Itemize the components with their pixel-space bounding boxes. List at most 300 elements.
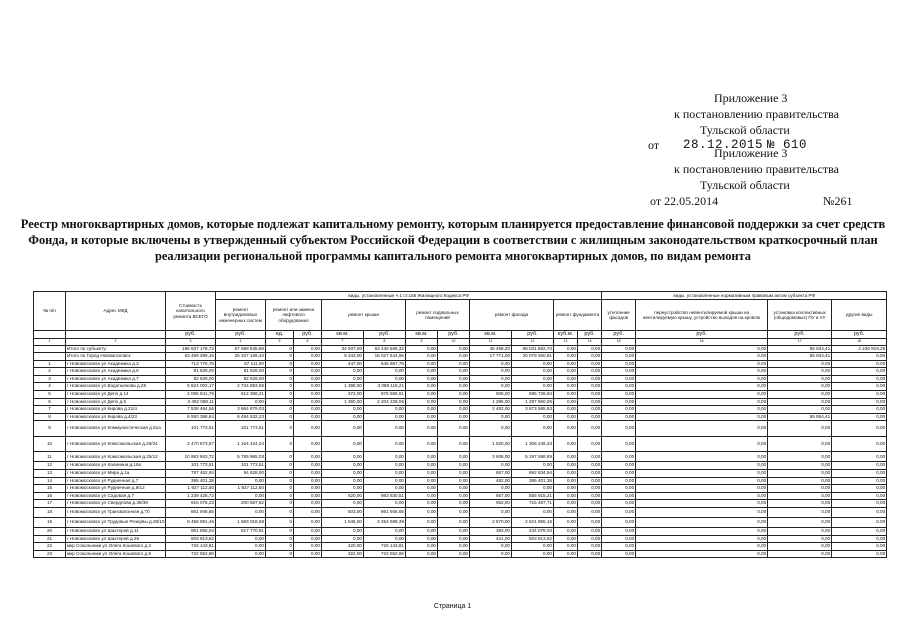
group-regional-header: виды, установленные нормативным правовым актом субъекта РФ [602,292,887,300]
cell-addr: г Новомосковск ул Мира д.1а [66,470,166,478]
cell-rm2: 1 398,00 [322,383,364,391]
cell-oth: 0,00 [832,421,887,437]
cell-le: 0 [266,360,294,368]
cell-sys: 81 629,00 [216,368,266,376]
column-number-cell: 1 [34,339,66,346]
cell-sys: 67 068 635,58 [216,345,266,353]
cell-cost: 81 629,00 [166,368,216,376]
column-number-cell: 7 [322,339,364,346]
column-number-cell: 15 [602,339,636,346]
cell-n: 7 [34,406,66,414]
cell-addr: мкр Сокольники ул Олега Кошевого д.2 [66,543,166,551]
cell-met: 0,00 [768,550,832,558]
cell-bm2: 0,00 [406,406,438,414]
cell-fdr: 0,00 [578,528,602,536]
cell-ins: 0,00 [602,398,636,406]
date-prefix: от [648,138,660,152]
cell-fr: 5 197 598,69 [512,452,554,462]
unit-cell: руб. [438,331,470,339]
cell-sys: 101 773,51 [216,421,266,437]
cell-n: 2 [34,368,66,376]
cell-le: 0 [266,477,294,485]
table-row [34,383,887,391]
cell-n: 15 [34,485,66,493]
cell-bm2: 0,00 [406,470,438,478]
cell-ins: 0,00 [602,550,636,558]
cell-fdm3: 0,00 [554,485,578,493]
cell-bm2: 0,00 [406,535,438,543]
cell-rm2: 0,00 [322,375,364,383]
cell-oth: 0,00 [832,462,887,470]
cell-oth: 0,00 [832,528,887,536]
resolution-label: к постановлению правительства [674,107,839,121]
cell-fdr: 0,00 [578,345,602,353]
cell-met: 0,00 [768,462,832,470]
column-number-cell: 2 [66,339,166,346]
region-label: Тульской области [700,178,790,192]
cell-le: 0 [266,436,294,452]
cell-addr: г Новомосковск ул Коммунистическая д.51а [66,421,166,437]
cell-addr: мкр Сокольники ул Олега Кошевого д.5 [66,550,166,558]
cell-br: 0,00 [438,452,470,462]
table-row [34,470,887,478]
cell-n: 17 [34,500,66,508]
column-number-cell: 9 [406,339,438,346]
col-no-header: № п/п [34,292,66,331]
cell-bm2: 0,00 [406,492,438,500]
cell-rm2: 0,00 [322,368,364,376]
cell-rr: 0,00 [364,477,406,485]
cell-addr: г Новомосковск ул Комсомольская д.25/12 [66,452,166,462]
cell-fr: 395 401,38 [512,477,554,485]
cell-sys: 0,00 [216,550,266,558]
cell-ins: 0,00 [602,353,636,361]
column-number-cell: 10 [438,339,470,346]
cell-rec: 0,00 [636,518,768,528]
cell-cost: 726 143,81 [166,543,216,551]
cell-addr: г Новомосковск ул Трудовые Резервы д.28/10 [66,518,166,528]
cell-lr: 0,00 [294,470,322,478]
cell-fm2: 0,00 [470,413,512,421]
cell-fdr: 0,00 [578,508,602,518]
cell-le: 0 [266,470,294,478]
cell-ins: 0,00 [602,500,636,508]
cell-sys: 0,00 [216,508,266,518]
unit-cell: кв.м. [322,331,364,339]
resolution-date: 28.12.2015 [683,138,764,152]
cell-fdr: 0,00 [578,492,602,500]
cell-oth: 0,00 [832,492,887,500]
cell-n: 13 [34,470,66,478]
cell-rec: 0,00 [636,452,768,462]
cell-ins: 0,00 [602,368,636,376]
cell-sys: 612 368,21 [216,391,266,399]
cell-ins: 0,00 [602,375,636,383]
cell-rec: 0,00 [636,470,768,478]
cell-cost: 5 824 002,17 [166,383,216,391]
cell-n: 3 [34,375,66,383]
unit-cell: кв.м. [470,331,512,339]
cell-cost: 1 239 425,72 [166,492,216,500]
cell-fdr: 0,00 [578,500,602,508]
cell-ins: 0,00 [602,391,636,399]
cell-n: 9 [34,421,66,437]
cell-br: 0,00 [438,518,470,528]
cell-fm2: 0,00 [470,360,512,368]
cell-cost: 713 776,76 [166,360,216,368]
table-row [34,391,887,399]
cell-rr: 63 435 586,32 [364,345,406,353]
cell-br: 0,00 [438,462,470,470]
cell-fm2: 393,00 [470,528,512,536]
cell-le: 0 [266,535,294,543]
cell-fdm3: 0,00 [554,500,578,508]
cell-lr: 0,00 [294,375,322,383]
cell-bm2: 0,00 [406,353,438,361]
column-number-cell: 8 [364,339,406,346]
cell-rr: 0,00 [364,462,406,470]
cell-n: 23 [34,550,66,558]
cell-addr: г Новомосковск ул Калинина д.16а [66,462,166,470]
cell-br: 0,00 [438,543,470,551]
cell-fdm3: 0,00 [554,452,578,462]
cell-rr: 0,00 [364,436,406,452]
resolution-label: к постановлению правительства [674,162,839,176]
cell-bm2: 0,00 [406,518,438,528]
cell-bm2: 0,00 [406,452,438,462]
column-number-cell: 6 [294,339,322,346]
cell-addr: г Новомосковск ул Депо д.5 [66,398,166,406]
resolution-number: № 610 [767,138,808,152]
col-other-header: другие виды [832,300,887,331]
cell-fr: 2 621 965,15 [512,518,554,528]
table-row [34,360,887,368]
cell-br: 0,00 [438,535,470,543]
cell-met: 0,00 [768,470,832,478]
cell-fdm3: 0,00 [554,413,578,421]
cell-lr: 0,00 [294,413,322,421]
cell-rr: 0,00 [364,470,406,478]
cell-fdr: 0,00 [578,462,602,470]
cell-rm2: 503,00 [322,508,364,518]
page-footer: Страница 1 [433,603,472,610]
cell-cost: 916 075,23 [166,500,216,508]
cell-n: 22 [34,543,66,551]
cell-n [34,353,66,361]
cell-fr: 0,00 [512,550,554,558]
cell-rm2: 0,00 [322,462,364,470]
cell-rr: 0,00 [364,485,406,493]
cell-fm2: 0,00 [470,375,512,383]
table-row [34,413,887,421]
cell-fm2: 952,00 [470,500,512,508]
cell-n: 14 [34,477,66,485]
cell-rec: 0,00 [636,375,768,383]
cell-met: 0,00 [768,383,832,391]
cell-rm2: 372,00 [322,391,364,399]
cell-fdm3: 0,00 [554,492,578,500]
cell-fm2: 17 771,00 [470,353,512,361]
cell-fdm3: 0,00 [554,462,578,470]
cell-fdr: 0,00 [578,550,602,558]
cell-n: 19 [34,518,66,528]
cell-fm2: 857,00 [470,470,512,478]
cell-rr: 646 567,76 [364,360,406,368]
cell-met: 0,00 [768,398,832,406]
cell-ins: 0,00 [602,543,636,551]
cell-br: 0,00 [438,406,470,414]
cell-rr: 0,00 [364,375,406,383]
cell-addr: г Новомосковск ул Академика д.7 [66,375,166,383]
cell-lr: 0,00 [294,391,322,399]
cell-br: 0,00 [438,477,470,485]
column-number-cell: 18 [832,339,887,346]
cell-fdr: 0,00 [578,413,602,421]
resolution-date: от 22.05.2014 [650,194,719,208]
cell-fdm3: 0,00 [554,535,578,543]
cell-oth: 0,00 [832,360,887,368]
cell-fr: 0,00 [512,485,554,493]
cell-fdm3: 0,00 [554,360,578,368]
cell-n: 12 [34,462,66,470]
cell-ins: 0,00 [602,485,636,493]
cell-fdm3: 0,00 [554,368,578,376]
cell-addr: г Новомосковск ул Академика д.3 [66,360,166,368]
col-basement-header: ремонт подвальных помещений [406,300,470,331]
cell-lr: 0,00 [294,436,322,452]
cell-cost: 503 813,52 [166,535,216,543]
cell-rm2: 9 343,00 [322,353,364,361]
cell-sys: 0,00 [216,477,266,485]
cell-met: 0,00 [768,508,832,518]
cell-fr: 1 306 249,33 [512,436,554,452]
cell-lr: 0,00 [294,528,322,536]
cell-oth: 0,00 [832,413,887,421]
table-row [34,508,887,518]
cell-cost: 1 927 112,50 [166,485,216,493]
cell-bm2: 0,00 [406,360,438,368]
cell-rm2: 34 937,00 [322,345,364,353]
cell-fm2: 0,00 [470,508,512,518]
cell-fm2: 421,00 [470,535,512,543]
cell-le: 0 [266,398,294,406]
cell-cost: 3 492 088,11 [166,398,216,406]
cell-fr: 692 834,94 [512,470,554,478]
appendix-label: Приложение 3 [714,146,788,160]
cell-fm2: 2 482,00 [470,406,512,414]
cell-cost: 101 773,51 [166,462,216,470]
cell-rr: 2 204 228,06 [364,398,406,406]
cell-sys: 5 785 965,03 [216,452,266,462]
cell-rec: 0,00 [636,406,768,414]
cell-rm2: 1 360,00 [322,398,364,406]
cell-le: 0 [266,383,294,391]
cell-addr: г Новомосковск ул Садовая д.7 [66,492,166,500]
cell-lr: 0,00 [294,398,322,406]
cell-sys: 6 494 532,23 [216,413,266,421]
cell-n: 16 [34,492,66,500]
cell-cost: 861 946,65 [166,508,216,518]
cell-addr: г Новомосковск ул Рудничная д.9/12 [66,485,166,493]
cell-addr: г Новомосковск ул Водопьянова д.28 [66,383,166,391]
cell-ins: 0,00 [602,383,636,391]
cell-bm2: 0,00 [406,528,438,536]
cell-rec: 0,00 [636,462,768,470]
cell-ins: 0,00 [602,421,636,437]
cell-rec: 0,00 [636,391,768,399]
cell-fdr: 0,00 [578,452,602,462]
column-number-cell: 4 [216,339,266,346]
cell-fdr: 0,00 [578,543,602,551]
table-row [34,528,887,536]
cell-ins: 0,00 [602,360,636,368]
cell-met: 55 834,41 [768,345,832,353]
cell-br: 0,00 [438,550,470,558]
cell-addr: г Новомосковск ул Рудничная д.7 [66,477,166,485]
cell-oth: 0,00 [832,518,887,528]
cell-fdr: 0,00 [578,383,602,391]
cell-br: 0,00 [438,421,470,437]
cell-oth: 0,00 [832,470,887,478]
cell-rr: 0,00 [364,535,406,543]
cell-addr: г Новомосковск ул Академика д.6 [66,368,166,376]
cell-bm2: 0,00 [406,398,438,406]
cell-oth: 0,00 [832,383,887,391]
cell-fm2: 45 498,20 [470,345,512,353]
cell-rm2: 0,00 [322,485,364,493]
cell-fdr: 0,00 [578,368,602,376]
cell-le: 0 [266,528,294,536]
cell-rec: 0,00 [636,477,768,485]
col-insulation-header: утепление фасадов [602,300,636,331]
cell-met: 0,00 [768,452,832,462]
column-number-cell: 11 [470,339,512,346]
cell-br: 0,00 [438,353,470,361]
cell-cost: 7 538 464,56 [166,406,216,414]
cell-fm2: 605,00 [470,391,512,399]
column-number-cell: 14 [578,339,602,346]
cell-fdm3: 0,00 [554,550,578,558]
cell-rr: 3 089 118,21 [364,383,406,391]
cell-oth: 0,00 [832,550,887,558]
cell-fdm3: 0,00 [554,421,578,437]
cell-br: 0,00 [438,485,470,493]
cell-oth: 2 226 919,28 [832,345,887,353]
unit-cell: куб.м. [554,331,578,339]
cell-lr: 0,00 [294,360,322,368]
cell-le: 0 [266,406,294,414]
cell-rr: 983 530,51 [364,492,406,500]
table-row [34,518,887,528]
cell-fr: 0,00 [512,360,554,368]
cell-oth: 0,00 [832,452,887,462]
cell-lr: 0,00 [294,500,322,508]
cell-cost: 2 470 673,57 [166,436,216,452]
cell-n: 10 [34,436,66,452]
cell-rm2: 0,00 [322,477,364,485]
cell-fm2: 0,00 [470,485,512,493]
cell-lr: 0,00 [294,485,322,493]
cell-cost: 8 458 691,46 [166,518,216,528]
cell-bm2: 0,00 [406,500,438,508]
cell-rec: 0,00 [636,528,768,536]
cell-rec: 0,00 [636,368,768,376]
cell-br: 0,00 [438,413,470,421]
cell-sys: 2 734 883,96 [216,383,266,391]
cell-sys: 82 629,00 [216,375,266,383]
cell-oth: 0,00 [832,391,887,399]
cell-br: 0,00 [438,500,470,508]
cell-met: 55 854,41 [768,413,832,421]
cell-ins: 0,00 [602,492,636,500]
col-systems-header: ремонт внутридомовых инженерных систем [216,300,266,331]
cell-met: 0,00 [768,368,832,376]
cell-cost: 10 983 563,72 [166,452,216,462]
cell-fm2: 482,00 [470,477,512,485]
cell-fm2: 667,00 [470,492,512,500]
cell-fm2: 1 520,00 [470,436,512,452]
cell-ins: 0,00 [602,477,636,485]
cell-rm2: 447,00 [322,360,364,368]
cell-le: 0 [266,518,294,528]
cell-met: 0,00 [768,436,832,452]
cell-bm2: 0,00 [406,477,438,485]
cell-met: 0,00 [768,360,832,368]
table-row [34,485,887,493]
cell-oth: 0,00 [832,535,887,543]
cell-n: 6 [34,398,66,406]
cell-bm2: 0,00 [406,462,438,470]
cell-fr: 68 031 682,73 [512,345,554,353]
cell-met: 55 834,41 [768,353,832,361]
cell-sys: 0,00 [216,535,266,543]
cell-n: 5 [34,391,66,399]
cell-bm2: 0,00 [406,383,438,391]
cell-cost: 951 855,04 [166,528,216,536]
cell-bm2: 0,00 [406,436,438,452]
cell-sys: 25 337 169,43 [216,353,266,361]
cell-le: 0 [266,462,294,470]
cell-sys: 1 164 424,24 [216,436,266,452]
cell-rr: 0,00 [364,500,406,508]
cell-rec: 0,00 [636,550,768,558]
cell-ins: 0,00 [602,436,636,452]
cell-fdr: 0,00 [578,535,602,543]
cell-fdr: 0,00 [578,477,602,485]
cell-fr: 503 813,52 [512,535,554,543]
cell-lr: 0,00 [294,518,322,528]
cell-rm2: 322,00 [322,550,364,558]
col-foundation-header: ремонт фундамента [554,300,602,331]
cell-fm2: 3 606,00 [470,452,512,462]
cell-fdm3: 0,00 [554,508,578,518]
cell-sys: 517 770,91 [216,528,266,536]
cell-ins: 0,00 [602,528,636,536]
cell-oth: 0,00 [832,353,887,361]
cell-oth: 0,00 [832,508,887,518]
cell-lr: 0,00 [294,345,322,353]
cell-ins: 0,00 [602,470,636,478]
cell-bm2: 0,00 [406,413,438,421]
cell-br: 0,00 [438,345,470,353]
column-number-cell: 12 [512,339,554,346]
cell-fr: 0,00 [512,383,554,391]
cell-fr: 595 726,94 [512,391,554,399]
cell-ins: 0,00 [602,452,636,462]
cell-le: 0 [266,345,294,353]
cell-bm2: 0,00 [406,421,438,437]
column-number-cell: 13 [554,339,578,346]
